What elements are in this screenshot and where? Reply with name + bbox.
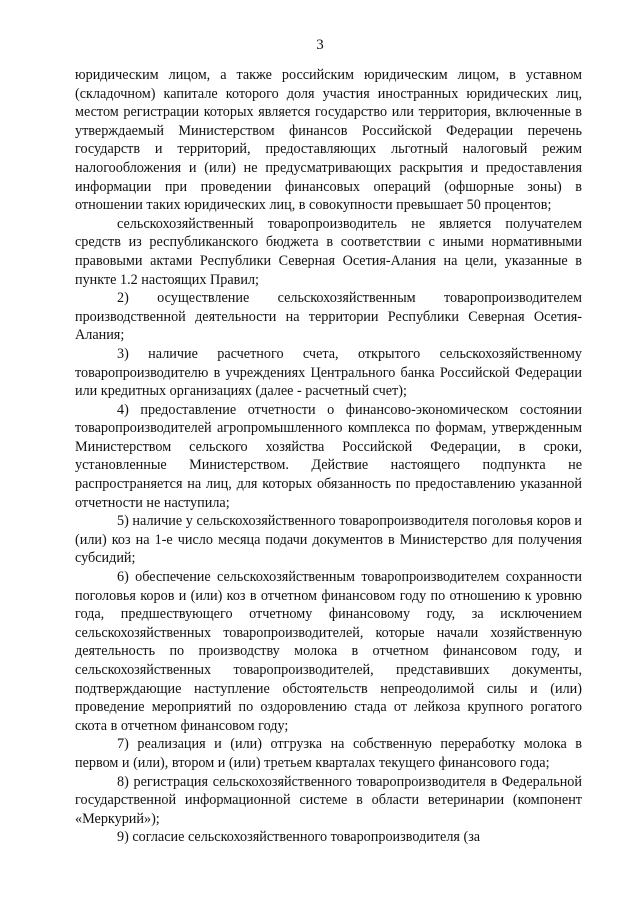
page-number: 3 bbox=[316, 37, 324, 53]
paragraph-item-3: 3) наличие расчетного счета, открытого сельскохозяйственному товаропроизводителю в учреждениях Центрального банка Российской Федерации или кредитных организациях (далее - расчетный счет); bbox=[75, 345, 582, 400]
paragraph-item-7: 7) реализация и (или) отгрузка на собственную переработку молока в первом и (или), втором и (или) третьем кварталах текущего финансового года; bbox=[75, 736, 582, 771]
paragraph-item-4: 4) предоставление отчетности о финансово-экономическом состоянии товаропроизводителей агропромышленного комплекса по формам, утвержденным Министерством сельского хозяйства Российской Федерации, в сроки, установленные Министерством. Действие настоящего подпункта не распространяется на лиц, для которых обязанность по предоставлению указанной отчетности не наступила; bbox=[75, 401, 582, 511]
document-body bbox=[75, 66, 582, 847]
paragraph-item-6: 6) обеспечение сельскохозяйственным товаропроизводителем сохранности поголовья коров и (или) коз в отчетном финансовом году по отношению к уровню года, предшествующего отчетному финансовому году, за исключением сельскохозяйственных товаропроизводителей, которые начали хозяйственную деятельность по производству молока в отчетном финансовом году, и сельскохозяйственных товаропроизводителей, представивших документы, подтверждающие наступление обстоятельств непреодолимой силы и (или) проведение мероприятий по оздоровлению стада от лейкоза крупного рогатого скота в отчетном финансовом году; bbox=[75, 569, 582, 734]
paragraph-budget-condition: сельскохозяйственный товаропроизводитель не является получателем средств из республиканского бюджета в соответствии с иными нормативными правовыми актами Республики Северная Осетия-Алания на цели, указанные в пункте 1.2 настоящих Правил; bbox=[75, 215, 582, 288]
paragraph-continuation: юридическим лицом, а также российским юридическим лицом, в уставном (складочном) капитале которого доля участия иностранных юридических лиц, местом регистрации которых является государство или территория, включенные в утверждаемый Министерством финансов Российской Федерации перечень государств и территорий, предоставляющих льготный налоговый режим налогообложения и (или) не предусматривающих раскрытия и предоставления информации при проведении финансовых операций (офшорные зоны) в отношении таких юридических лиц, в совокупности превышает 50 процентов; bbox=[75, 67, 582, 214]
paragraph-item-9: 9) согласие сельскохозяйственного товаропроизводителя (за bbox=[117, 829, 481, 846]
paragraph-item-5: 5) наличие у сельскохозяйственного товаропроизводителя поголовья коров и (или) коз на 1-е число месяца подачи документов в Министерство для получения субсидий; bbox=[75, 513, 582, 567]
paragraph-item-8: 8) регистрация сельскохозяйственного товаропроизводителя в Федеральной государственной информационной системе в области ветеринарии (компонент «Меркурий»); bbox=[75, 773, 582, 827]
paragraph-item-2: 2) осуществление сельскохозяйственным товаропроизводителем производственной деятельности на территории Республики Северная Осетия-Алания; bbox=[75, 290, 582, 344]
